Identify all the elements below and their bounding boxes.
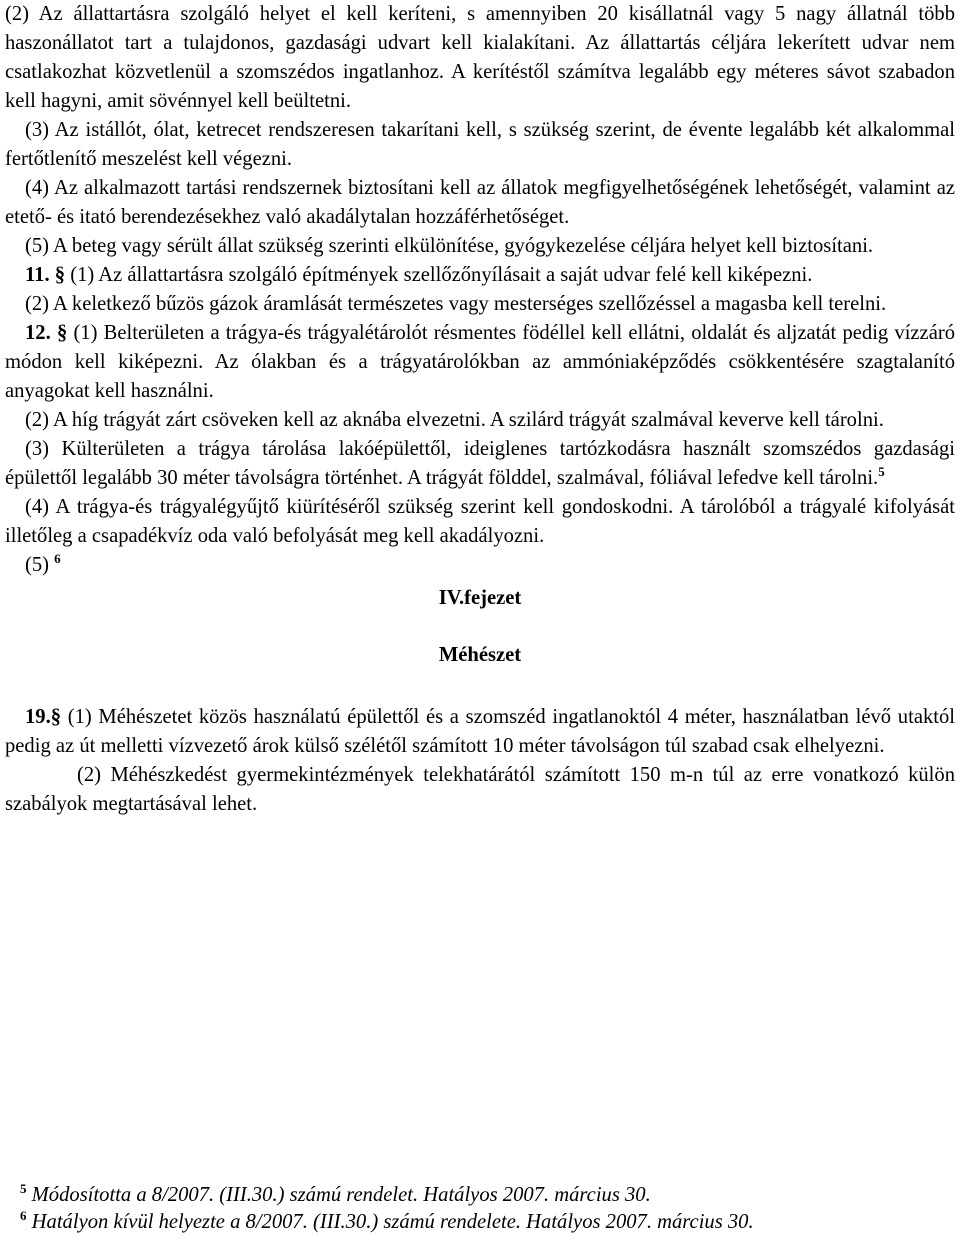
paragraph-12-3 [5,435,955,493]
section-19-paragraph-1 [5,703,955,761]
section-12-number: 12. [25,322,51,344]
section-11-sign: § [54,264,66,286]
section-12-sign: § [56,322,68,344]
footnotes [20,1182,950,1236]
chapter-title: Méhészet [438,644,522,666]
footnote-number: 6 [20,1208,27,1223]
footnote-ref-6: 6 [54,551,61,566]
paragraph-12-5 [5,551,955,580]
section-11-number: 11. [25,264,50,286]
paragraph-10-3: (3) Az istállót, ólat, ketrecet rendszeresen takarítani kell, s szükség szerint, de évente legalább két alkalommal fertőtlenítő meszelést kell végezni. [5,119,955,170]
paragraph-10-4: (4) Az alkalmazott tartási rendszernek biztosítani kell az állatok megfigyelhetőségének lehetőségét, valamint az etető- és itató berendezésekhez való akadálytalan hozzáférhetőséget. [5,177,955,228]
paragraph-12-3-text: (3) Külterületen a trágya tárolása lakóépülettől, ideiglenes tartózkodásra használt szomszédos gazdasági épülettől legalább 30 méter távolságra történhet. A trágyát földdel, szalmával, fóliával lefedve kell tárolni. [5,438,955,489]
footnote-6 [20,1209,950,1236]
footnote-text: Módosította a 8/2007. (III.30.) számú rendelet. Hatályos 2007. március 30. [31,1184,651,1206]
paragraph-10-2: (2) Az állattartásra szolgáló helyet el kell keríteni, s amennyiben 20 kisállatnál vagy 5 nagy állatnál több haszonállatot tart a tulajdonos, gazdasági udvart kell kialakítani. Az állattartás céljára lekerített udvar nem csatlakozhat közvetlenül a szomszédos ingatlanhoz. A kerítéstől számítva legalább egy méteres sávot szabadon kell hagyni, amit sövénnyel kell beültetni. [5,3,955,112]
footnote-5 [20,1182,950,1209]
document-page [5,0,955,819]
paragraph-12-2: (2) A híg trágyát zárt csöveken kell az aknába elvezetni. A szilárd trágyát szalmával keverve kell tárolni. [25,409,884,431]
footnote-number: 5 [20,1181,27,1196]
paragraph-12-5-text: (5) [25,554,55,576]
section-19-text-1: (1) Méhészetet közös használatú épülettől és a szomszéd ingatlanoktól 4 méter, használatban lévő utaktól pedig az út melletti vízvezető árok külső szélétől számított 10 méter távolságon túl szabad csak elhelyezni. [5,706,955,757]
section-19-sign: § [50,706,62,728]
section-11-text-1: (1) Az állattartásra szolgáló építmények szellőzőnyílásait a saját udvar felé kell kiképezni. [65,264,813,286]
section-19-number: 19. [25,706,51,728]
section-12-text-1: (1) Belterületen a trágya-és trágyalétárolót résmentes födéllel kell ellátni, oldalát és aljzatát pedig vízzáró módon kell kiképezni. Az ólakban és a trágyatárolókban az ammóniaképződés csökkentésére szagtalanító anyagokat kell használni. [5,322,955,402]
paragraph-12-4: (4) A trágya-és trágyalégyűjtő kiürítéséről szükség szerint kell gondoskodni. A tárolóból a trágyalé kifolyását illetőleg a csapadékvíz oda való befolyását meg kell akadályozni. [5,496,955,547]
chapter-heading: IV.fejezet [438,587,522,609]
section-12-paragraph-1 [5,319,955,406]
paragraph-19-2: (2) Méhészkedést gyermekintézmények telekhatárától számított 150 m-n túl az erre vonatkozó külön szabályok megtartásával lehet. [5,764,955,815]
footnote-ref-5: 5 [878,464,885,479]
paragraph-10-5: (5) A beteg vagy sérült állat szükség szerinti elkülönítése, gyógykezelése céljára helyet kell biztosítani. [25,235,874,257]
paragraph-11-2: (2) A keletkező bűzös gázok áramlását természetes vagy mesterséges szellőzéssel a magasba kell terelni. [25,293,887,315]
section-11-paragraph-1 [5,261,955,290]
footnote-text: Hatályon kívül helyezte a 8/2007. (III.30.) számú rendelete. Hatályos 2007. március 30. [31,1211,754,1233]
